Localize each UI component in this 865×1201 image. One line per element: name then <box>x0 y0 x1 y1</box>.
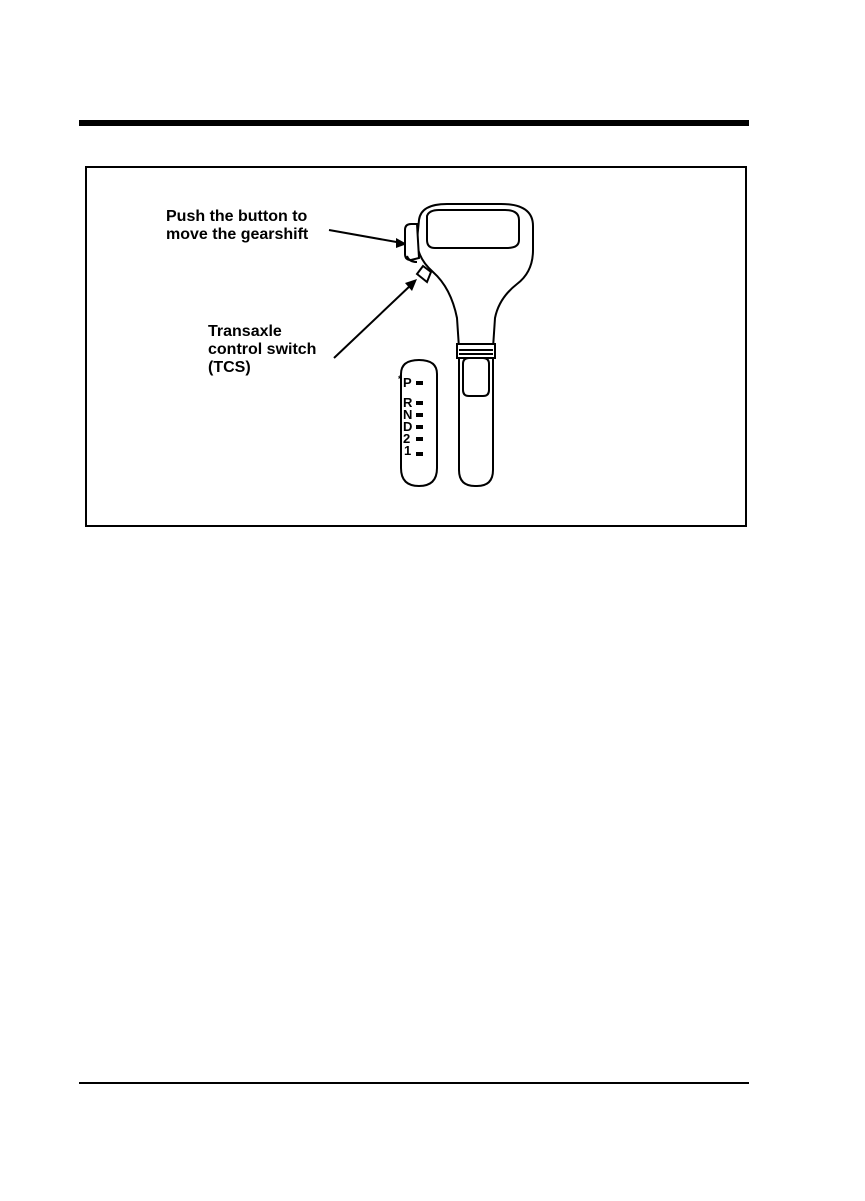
gear-marker-d <box>416 425 423 429</box>
gear-label-d: D <box>403 419 413 434</box>
gear-marker-p <box>416 381 423 385</box>
gear-label-p: P <box>403 375 412 390</box>
button-callout-line1: Push the button to <box>166 208 308 225</box>
gear-position-list <box>394 374 438 474</box>
gear-marker-n <box>416 413 423 417</box>
shift-release-button <box>405 224 419 262</box>
button-leader-line <box>329 230 407 248</box>
gear-label-2: 2 <box>403 431 411 446</box>
gearshift-figure <box>85 166 747 527</box>
gear-label-r: R <box>403 395 413 410</box>
tcs-callout-line3: (TCS) <box>208 359 251 376</box>
tcs-callout <box>208 323 316 377</box>
gear-label-n: N <box>403 407 413 422</box>
button-callout-line2: move the gearshift <box>166 226 309 243</box>
footer-rule <box>79 1082 749 1084</box>
button-callout <box>166 208 308 244</box>
tcs-callout-line2: control switch <box>208 341 317 358</box>
park-asterisk: * <box>398 374 402 384</box>
gear-marker-2 <box>416 437 423 441</box>
gear-label-1: 1 <box>404 443 412 458</box>
gear-marker-1 <box>416 452 423 456</box>
header-rule <box>79 120 749 126</box>
tcs-callout-line1: Transaxle <box>208 323 282 340</box>
tcs-leader-line <box>334 279 417 358</box>
gear-marker-r <box>416 401 423 405</box>
